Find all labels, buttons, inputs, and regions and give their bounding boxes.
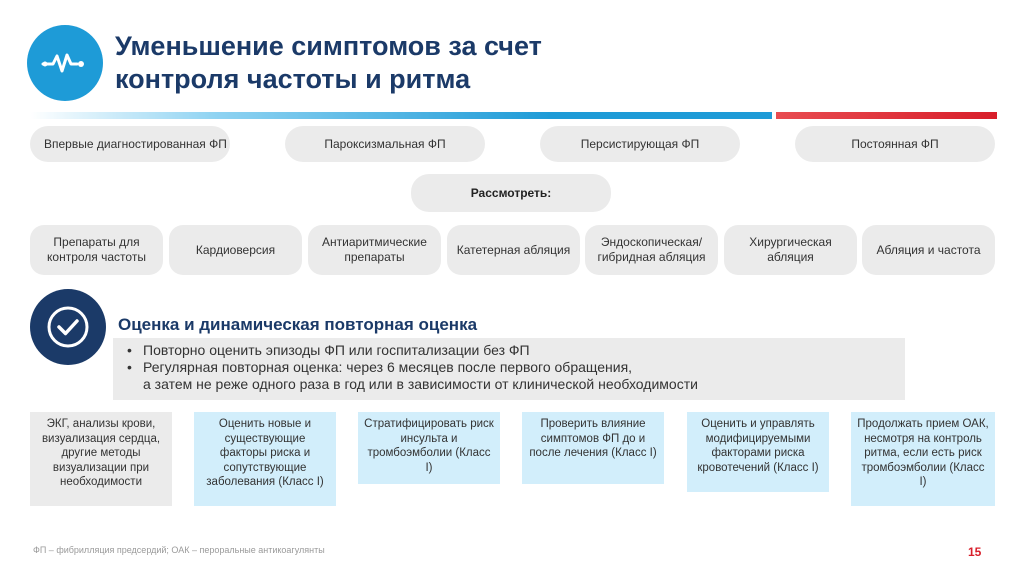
evaluation-bullet-2 xyxy=(143,359,895,393)
af-type-permanent: Постоянная ФП xyxy=(795,126,995,162)
action-card-continue-oac: Продолжать прием ОАК, несмотря на контроль ритма, если есть риск тромбоэмболии (Класс I) xyxy=(851,412,995,506)
evaluation-box xyxy=(113,338,905,400)
page-number: 15 xyxy=(968,545,982,559)
header-divider-red xyxy=(776,112,997,119)
action-card-bleeding-risk: Оценить и управлять модифицируемыми факторами риска кровотечений (Класс I) xyxy=(687,412,829,492)
treatment-catheter-ablation: Катетерная абляция xyxy=(447,225,580,275)
check-icon xyxy=(45,304,91,350)
treatment-antiarrhythmic-drugs: Антиаритмические препараты xyxy=(308,225,441,275)
treatment-surgical-ablation: Хирургическая абляция xyxy=(724,225,857,275)
evaluation-title: Оценка и динамическая повторная оценка xyxy=(118,315,478,334)
af-type-persistent: Персистирующая ФП xyxy=(540,126,740,162)
treatment-cardioversion: Кардиоверсия xyxy=(169,225,302,275)
treatment-endoscopic-hybrid-ablation: Эндоскопическая/гибридная абляция xyxy=(585,225,718,275)
heart-rhythm-logo xyxy=(27,25,103,101)
pulse-icon xyxy=(41,51,89,75)
action-card-stroke-risk: Стратифицировать риск инсульта и тромбоэмболии (Класс I) xyxy=(358,412,500,484)
action-card-ecg-tests: ЭКГ, анализы крови, визуализация сердца, другие методы визуализации при необходимости xyxy=(30,412,172,506)
evaluation-bullet-1: • Повторно оценить эпизоды ФП или госпитализации без ФП xyxy=(143,342,895,359)
checkmark-badge xyxy=(30,289,106,365)
action-card-risk-factors: Оценить новые и существующие факторы риска и сопутствующие заболевания (Класс I) xyxy=(194,412,336,506)
title-line-1: Уменьшение симптомов за счет xyxy=(115,31,542,61)
footnote: ФП – фибрилляция предсердий; ОАК – пероральные антикоагулянты xyxy=(33,545,325,555)
treatment-rate-control-drugs: Препараты для контроля частоты xyxy=(30,225,163,275)
page-title xyxy=(115,30,755,96)
bullet-2-line-2: а затем не реже одного раза в год или в зависимости от клинической необходимости xyxy=(143,376,698,392)
treatment-ablation-and-rate: Абляция и частота xyxy=(862,225,995,275)
title-line-2: контроля частоты и ритма xyxy=(115,64,471,94)
af-type-first-diagnosed: Впервые диагностированная ФП xyxy=(30,126,230,162)
bullet-2-line-1: Регулярная повторная оценка: через 6 месяцев после первого обращения, xyxy=(143,359,633,375)
af-type-paroxysmal: Пароксизмальная ФП xyxy=(285,126,485,162)
consider-label: Рассмотреть: xyxy=(411,174,611,212)
header-divider-blue xyxy=(30,112,772,119)
action-card-symptom-impact: Проверить влияние симптомов ФП до и после лечения (Класс I) xyxy=(522,412,664,484)
